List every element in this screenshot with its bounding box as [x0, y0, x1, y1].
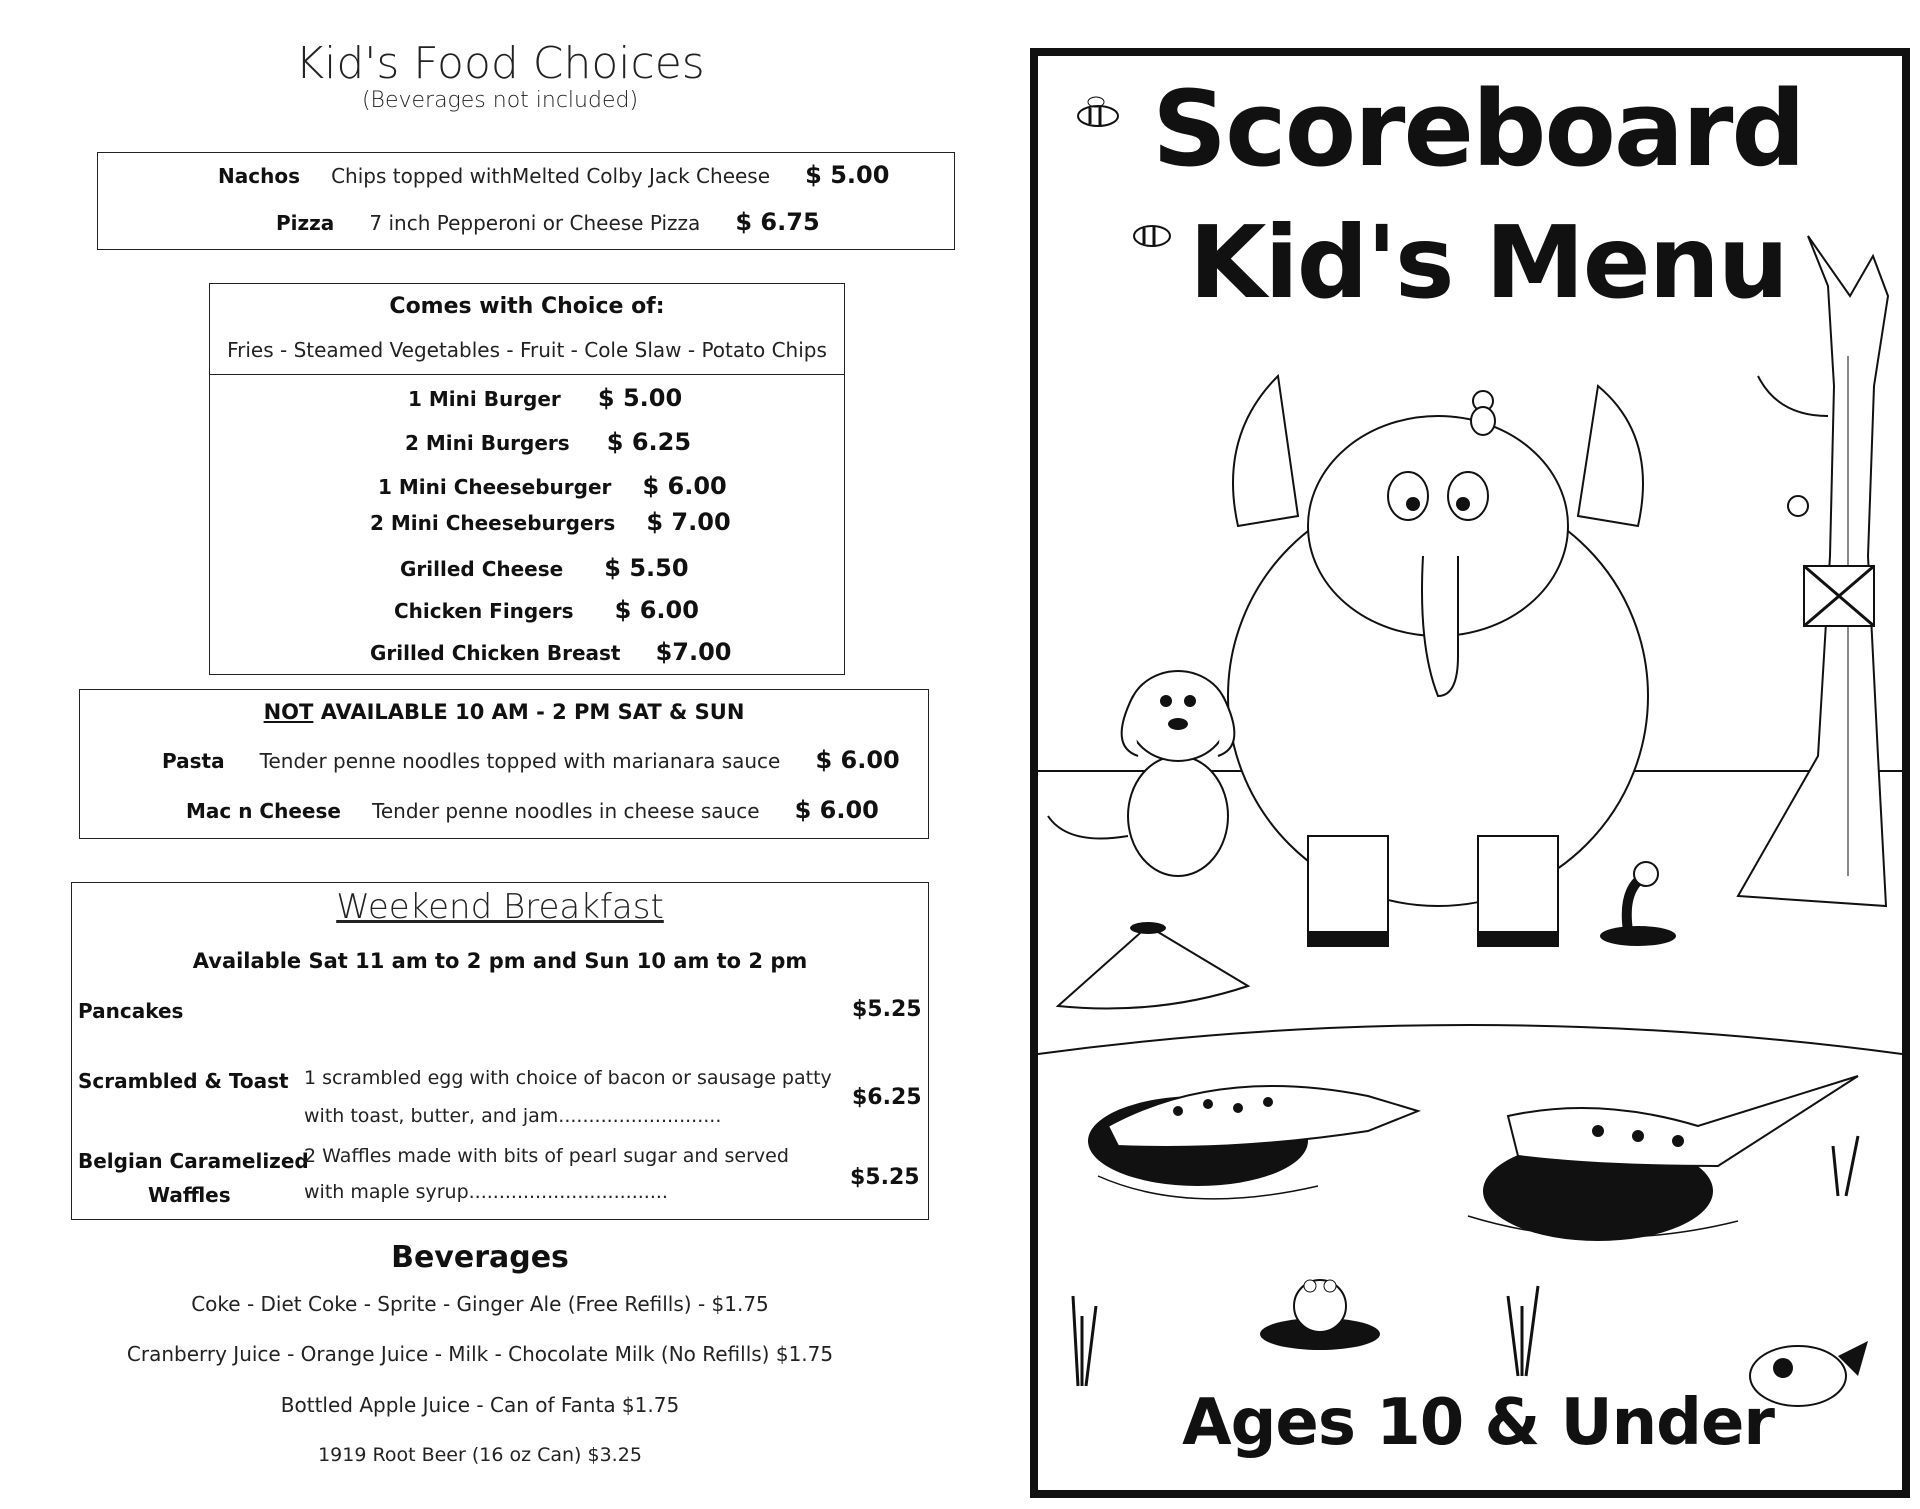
alligator-icon [1088, 1086, 1418, 1186]
item-desc: Chips topped withMelted Colby Jack Cheese [331, 164, 771, 188]
choice-item [370, 508, 731, 536]
item-name: 2 Mini Burgers [405, 431, 570, 455]
breakfast-availability: Available Sat 11 am to 2 pm and Sun 10 am to 2 pm [192, 949, 808, 973]
menu-item-pasta [162, 746, 900, 774]
breakfast-item-price: $5.25 [850, 1165, 920, 1190]
item-desc: 7 inch Pepperoni or Cheese Pizza [369, 211, 701, 235]
menu-item-nachos [218, 161, 889, 189]
breakfast-item-name-cont: Waffles [148, 1183, 231, 1207]
choice-box [209, 283, 845, 675]
item-price: $ 7.00 [646, 508, 731, 536]
breakfast-item-desc: with toast, butter, and jam........................... [304, 1105, 722, 1127]
item-price: $ 6.25 [606, 428, 692, 456]
breakfast-title-text: Weekend Breakfast [336, 887, 664, 927]
breakfast-box [71, 882, 929, 1220]
item-price: $ 5.00 [597, 384, 683, 412]
frog-icon [1260, 1280, 1380, 1350]
cover-title-line2: Kid's Menu [1188, 204, 1788, 321]
item-name: 1 Mini Burger [408, 387, 561, 411]
anthill-icon [1058, 922, 1248, 1009]
item-name: 2 Mini Cheeseburgers [370, 511, 616, 535]
choice-item [378, 472, 727, 500]
item-name: Pizza [276, 211, 335, 235]
item-price: $ 6.00 [794, 796, 879, 824]
breakfast-item-desc: 2 Waffles made with bits of pearl sugar and served [304, 1145, 789, 1167]
pasta-box [79, 689, 929, 839]
not-label: NOT [263, 700, 314, 724]
cover-title-line1: Scoreboard [1152, 68, 1804, 190]
item-name: Nachos [218, 164, 300, 188]
item-name: Grilled Cheese [400, 557, 564, 581]
divider [210, 374, 844, 375]
item-price: $ 6.75 [735, 208, 820, 236]
bee-icon [1134, 226, 1170, 246]
choice-heading: Comes with Choice of: [389, 294, 665, 319]
breakfast-item-name: Belgian Caramelized [78, 1149, 309, 1173]
item-name: Pasta [162, 749, 225, 773]
item-name: 1 Mini Cheeseburger [378, 475, 612, 499]
breakfast-item-name: Pancakes [78, 999, 184, 1023]
item-price: $ 5.50 [604, 554, 689, 582]
choice-item [408, 384, 682, 412]
dog-icon [1048, 671, 1234, 876]
beverage-line: 1919 Root Beer (16 oz Can) $3.25 [318, 1444, 642, 1466]
bird-icon [1471, 391, 1495, 435]
breakfast-item-price: $5.25 [852, 997, 922, 1022]
pasta-heading [80, 700, 928, 724]
menu-item-pizza [276, 208, 820, 236]
item-price: $ 5.00 [805, 161, 890, 189]
breakfast-item-price: $6.25 [852, 1085, 922, 1110]
item-price: $ 6.00 [642, 472, 727, 500]
worm-icon [1600, 862, 1676, 946]
choice-sides: Fries - Steamed Vegetables - Fruit - Cole Slaw - Potato Chips [227, 338, 827, 362]
choice-item [394, 596, 699, 624]
choice-item [405, 428, 691, 456]
alligator-icon [1483, 1076, 1858, 1241]
breakfast-title [72, 887, 928, 927]
beverage-line: Cranberry Juice - Orange Juice - Milk - Chocolate Milk (No Refills) $1.75 [126, 1342, 834, 1366]
cover-footer: Ages 10 & Under [1182, 1386, 1774, 1460]
page-title: Kid's Food Choices [295, 38, 705, 89]
beverages-title: Beverages [391, 1240, 569, 1275]
item-price: $7.00 [655, 638, 732, 666]
item-name: Grilled Chicken Breast [370, 641, 621, 665]
beverage-line: Bottled Apple Juice - Can of Fanta $1.75 [280, 1393, 680, 1417]
item-desc: Tender penne noodles in cheese sauce [372, 799, 760, 823]
item-desc: Tender penne noodles topped with marianara sauce [259, 749, 781, 773]
item-price: $ 6.00 [614, 596, 699, 624]
item-price: $ 6.00 [815, 746, 900, 774]
item-name: Mac n Cheese [186, 799, 341, 823]
availability-label: AVAILABLE 10 AM - 2 PM SAT & SUN [320, 700, 745, 724]
cover-panel [1030, 48, 1910, 1498]
page-subtitle: (Beverages not included) [361, 88, 639, 113]
choice-item [370, 638, 732, 666]
bee-icon [1078, 97, 1118, 126]
choice-item [400, 554, 689, 582]
breakfast-item-desc: 1 scrambled egg with choice of bacon or sausage patty [304, 1067, 832, 1089]
breakfast-item-desc: with maple syrup................................. [304, 1181, 668, 1203]
elephant-icon [1228, 376, 1648, 946]
top-items-box [97, 152, 955, 250]
cover-illustration [1038, 56, 1902, 1490]
item-name: Chicken Fingers [394, 599, 574, 623]
beverage-line: Coke - Diet Coke - Sprite - Ginger Ale (Free Refills) - $1.75 [191, 1292, 769, 1316]
breakfast-item-name: Scrambled & Toast [78, 1069, 289, 1093]
menu-item-mac-n-cheese [186, 796, 879, 824]
